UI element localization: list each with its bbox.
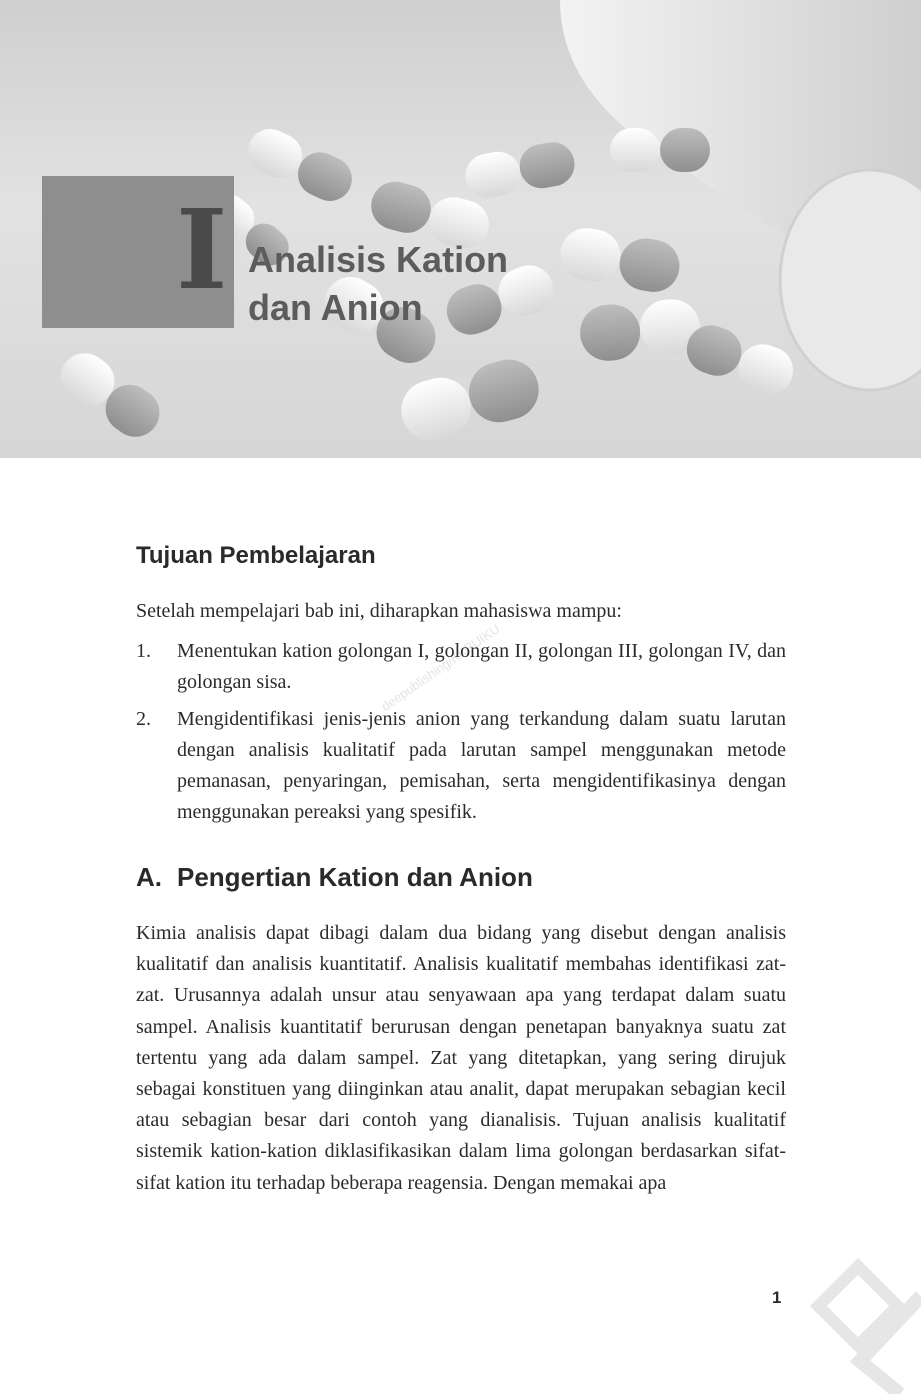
objective-item bbox=[136, 636, 786, 698]
watermark: deepublishing/KKBUIKU bbox=[378, 620, 503, 715]
chapter-title-line-1: Analisis Kation bbox=[248, 239, 509, 280]
objective-number: 1. bbox=[136, 640, 151, 662]
section-body-paragraph: Kimia analisis dapat dibagi dalam dua bidang yang disebut dengan analisis kualitatif dan analisis kuantitatif. Analisis kualitatif membahas identifikasi zat-zat. Urusannya adalah unsur atau senyawaan apa yang terdapat dalam suatu sampel. Analisis kuantitatif berurusan dengan penetapan banyaknya suatu zat tertentu yang ada dalam sampel. Zat yang ditetapkan, yang sering dirujuk sebagai konstituen yang diinginkan atau analit, dapat merupakan sebagian kecil atau sebagian besar dari contoh yang dianalisis. Tujuan analisis kualitatif sistemik kation-kation diklasifikasikan dalam lima golongan berdasarkan sifat-sifat kation itu terhadap beberapa reagensia. Dengan memakai apa bbox=[136, 922, 786, 1194]
corner-diamond-decoration bbox=[800, 1256, 921, 1394]
objective-item bbox=[136, 704, 786, 828]
objectives-list bbox=[136, 636, 786, 834]
page-number: 1 bbox=[772, 1288, 782, 1307]
section-heading bbox=[136, 862, 533, 893]
objectives-heading: Tujuan Pembelajaran bbox=[136, 542, 376, 569]
objective-text: Mengidentifikasi jenis-jenis anion yang terkandung dalam suatu larutan dengan analisis kualitatif pada larutan sampel menggunakan metode pemanasan, penyaringan, pemisahan, serta mengidentifikasinya dengan menggunakan pereaksi yang spesifik. bbox=[177, 708, 786, 823]
objective-text: Menentukan kation golongan I, golongan II, golongan III, golongan IV, dan golongan sisa. bbox=[177, 640, 786, 693]
section-title: Pengertian Kation dan Anion bbox=[177, 862, 533, 892]
objective-number: 2. bbox=[136, 708, 151, 730]
chapter-title-line-2: dan Anion bbox=[248, 287, 423, 328]
chapter-title bbox=[248, 236, 508, 332]
chapter-numeral: I bbox=[176, 185, 228, 314]
chapter-header-banner bbox=[0, 0, 921, 458]
section-letter: A. bbox=[136, 862, 162, 892]
objectives-intro: Setelah mempelajari bab ini, diharapkan mahasiswa mampu: bbox=[136, 600, 622, 622]
